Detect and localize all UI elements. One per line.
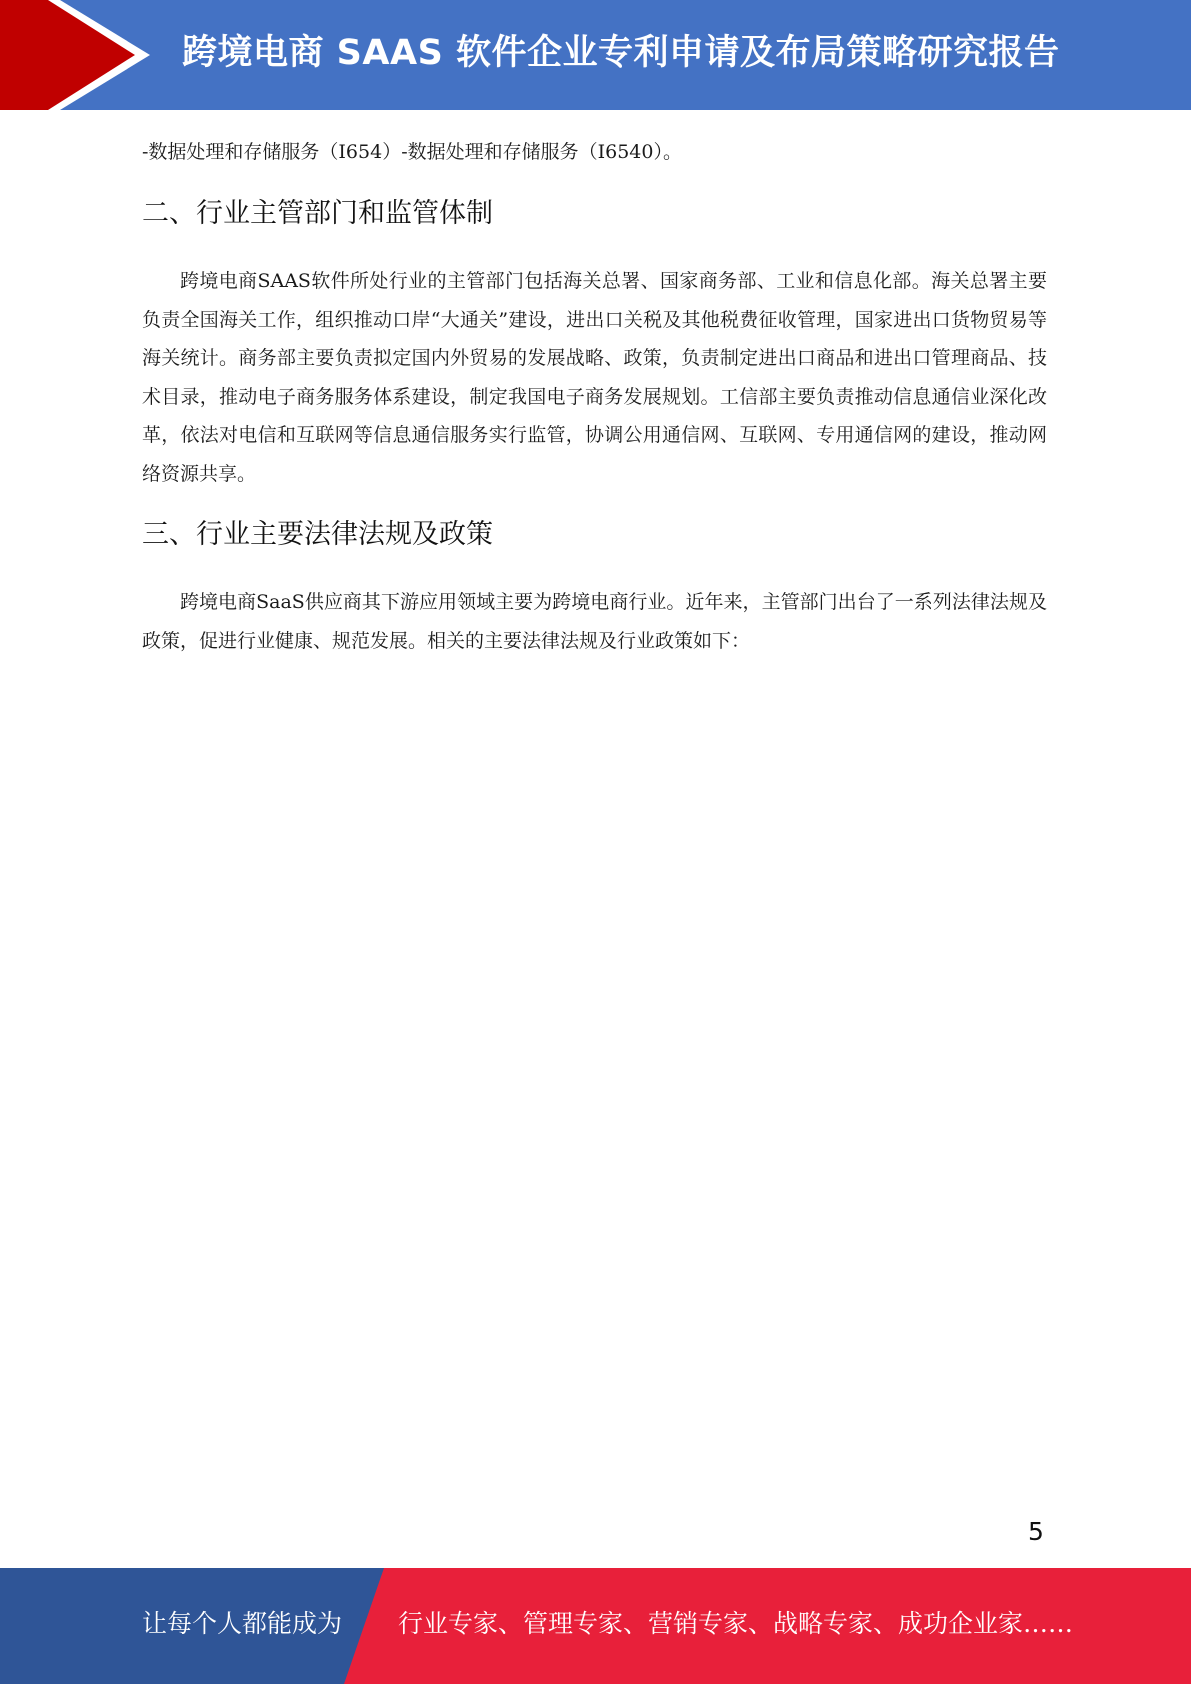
- footer-slogan-left: 让每个人都能成为: [142, 1609, 343, 1638]
- lead-line: -数据处理和存储服务（I654）-数据处理和存储服务（I6540）。: [142, 141, 682, 163]
- page-number: 5: [1028, 1517, 1044, 1546]
- page-header-banner: [0, 0, 1191, 110]
- section-paragraph-regulators: 跨境电商SAAS软件所处行业的主管部门包括海关总署、国家商务部、工业和信息化部。海关总署主要负责全国海关工作，组织推动口岸“大通关”建设，进出口关税及其他税费征收管理，国家进出口货物贸易等海关统计。商务部主要负责拟定国内外贸易的发展战略、政策，负责制定进出口商品和进出口管理商品、技术目录，推动电子商务服务体系建设，制定我国电子商务发展规划。工信部主要负责推动信息通信业深化改革，依法对电信和互联网等信息通信服务实行监管，协调公用通信网、互联网、专用通信网的建设，推动网络资源共享。: [142, 270, 1047, 485]
- section-paragraph-laws-policies: 跨境电商SaaS供应商其下游应用领域主要为跨境电商行业。近年来，主管部门出台了一系列法律法规及政策，促进行业健康、规范发展。相关的主要法律法规及行业政策如下：: [142, 591, 1047, 652]
- section-heading-laws-policies: 三、行业主要法律法规及政策: [142, 519, 493, 550]
- section-heading-regulators: 二、行业主管部门和监管体制: [142, 198, 493, 229]
- report-title: 跨境电商 SAAS 软件企业专利申请及布局策略研究报告: [182, 33, 1060, 73]
- footer-slogan-right: 行业专家、管理专家、营销专家、战略专家、成功企业家……: [398, 1609, 1074, 1638]
- page-footer-banner: [0, 1568, 1191, 1684]
- document-body: [142, 130, 1047, 660]
